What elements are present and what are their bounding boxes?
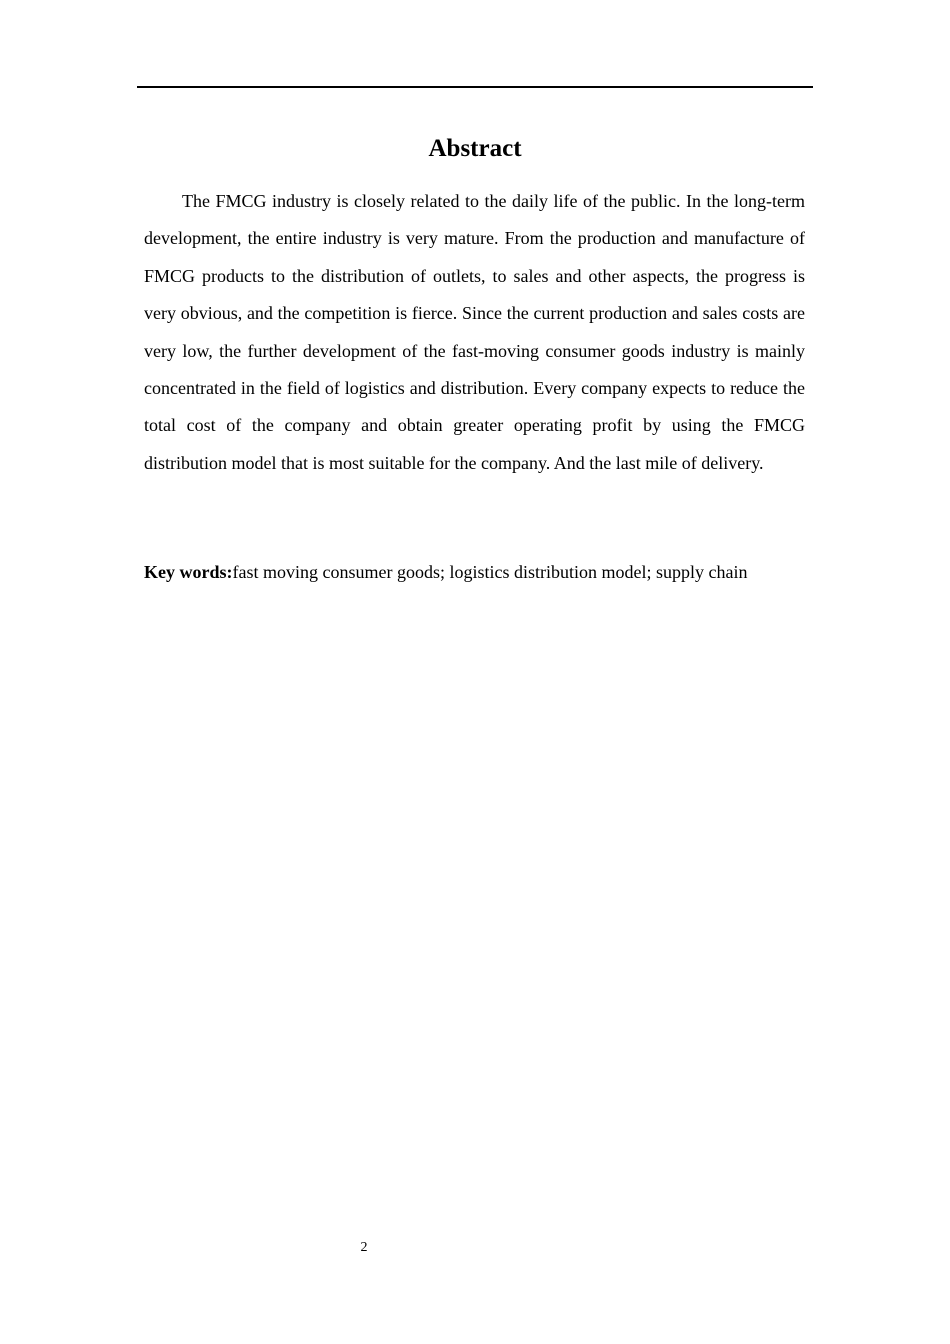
abstract-body: The FMCG industry is closely related to the daily life of the public. In the long-term development, the entire industry is very mature. From the production and manufacture of FMCG products to the distribution of outlets, to sales and other aspects, the progress is very obvious, and the competition is fierce. Since the current production and sales costs are very low, the further development of the fast-moving consumer goods industry is mainly concentrated in the field of logistics and distribution. Every company expects to reduce the total cost of the company and obtain greater operating profit by using the FMCG distribution model that is most suitable for the company. And the last mile of delivery. [144,191,805,473]
page-number: 2 [360,1240,368,1255]
keywords-text: fast moving consumer goods; logistics distribution model; supply chain [232,562,748,582]
keywords-line [144,557,824,587]
keywords-label: Key words: [144,562,233,582]
header-rule [137,86,813,88]
abstract-heading: Abstract [428,135,522,162]
